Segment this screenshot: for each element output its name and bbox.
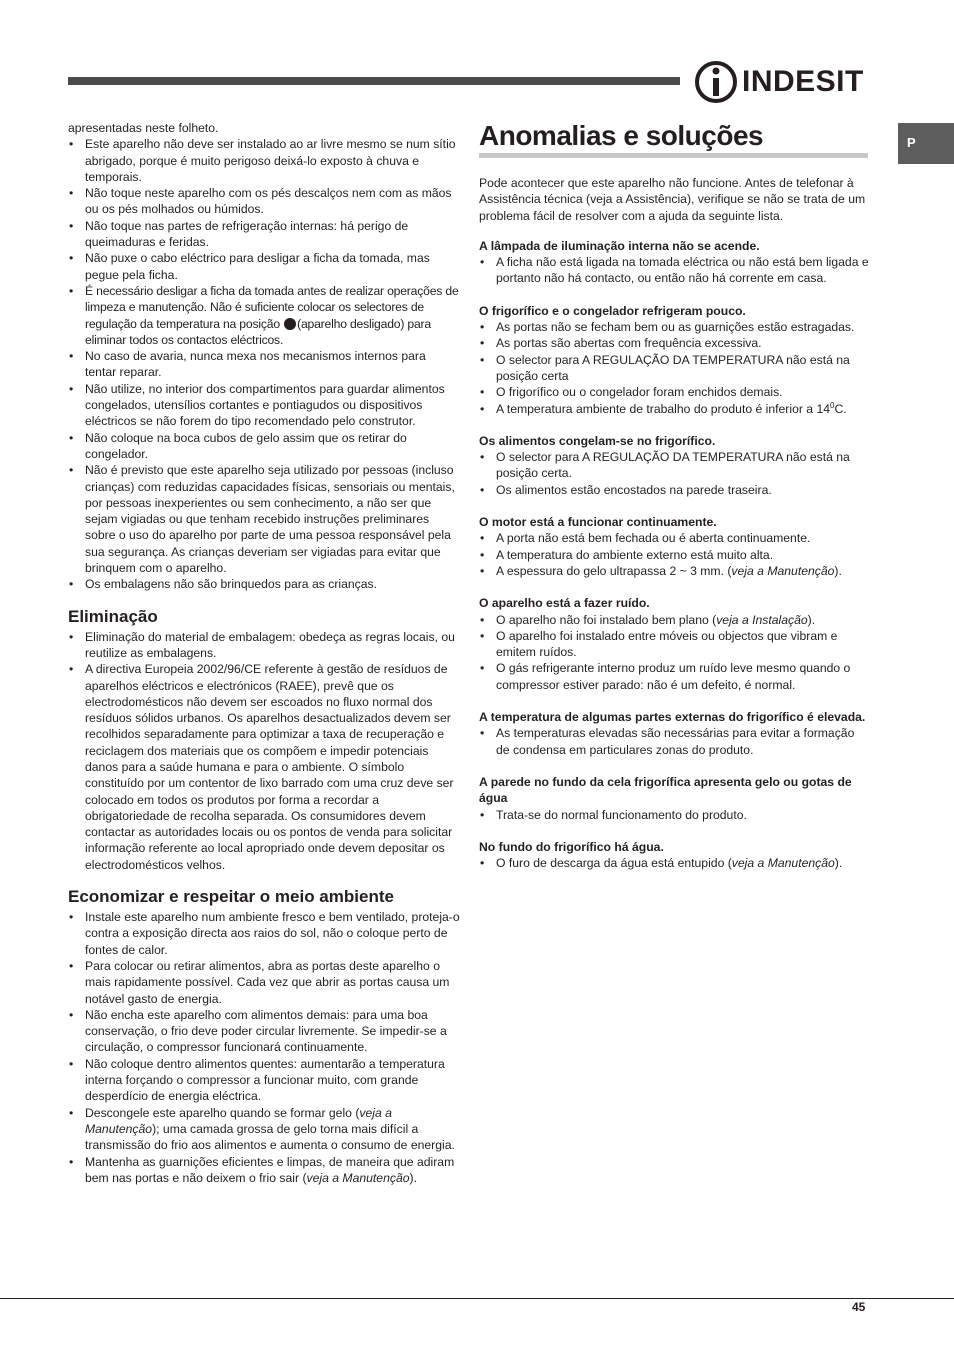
- list-item: [479, 612, 871, 628]
- list-item: • Instale este aparelho num ambiente fresco e bem ventilado, proteja-o contra a exposição directa aos raios do sol, não o coloque perto de fontes de calor.: [68, 909, 460, 958]
- problem-heading: O frigorífico e o congelador refrigeram pouco.: [479, 303, 746, 318]
- list-item: [479, 855, 871, 871]
- list-item: • O frigorífico ou o congelador foram enchidos demais.: [479, 384, 871, 400]
- problem-group: [479, 774, 871, 823]
- reference-text: veja a Manutenção: [731, 856, 835, 871]
- list-item-text: A espessura do gelo ultrapassa 2 ~ 3 mm. (: [496, 563, 732, 578]
- problem-group: [479, 433, 871, 498]
- list-item: • Eliminação do material de embalagem: obedeça as regras locais, ou reutilize as embalagens.: [68, 629, 460, 662]
- list-item: • Não é previsto que este aparelho seja utilizado por pessoas (incluso crianças) com reduzidas capacidades físicas, sensoriais ou mentais, por pessoas inexperientes ou sem conhecimento, a não ser que sejam vigiadas ou que tenham recebido instruções preliminares sobre o uso do aparelho por parte de uma pessoa responsável pela sua segurança. As crianças deveriam ser vigiadas para evitar que brinquem com o aparelho.: [68, 462, 460, 576]
- list-item: • Não toque neste aparelho com os pés descalços nem com as mãos ou os pés molhados ou húmidos.: [68, 185, 460, 218]
- intro-paragraph: Pode acontecer que este aparelho não funcione. Antes de telefonar à Assistência técnica (veja a Assistência), verifique se não se trata de um problema fácil de resolver com a ajuda da seguinte lista.: [479, 176, 866, 223]
- problem-heading: No fundo do frigorífico há água.: [479, 839, 664, 854]
- section-heading-disposal: Eliminação: [68, 606, 158, 626]
- superscript: 0: [830, 400, 835, 410]
- solution-list: [479, 855, 871, 871]
- page-number: 45: [852, 1300, 866, 1314]
- reference-text: veja a Manutenção: [731, 563, 835, 578]
- problem-heading: Os alimentos congelam-se no frigorífico.: [479, 433, 716, 448]
- list-item: • A porta não está bem fechada ou é aberta continuamente.: [479, 530, 871, 546]
- reference-text: veja a Manutenção: [85, 1105, 392, 1136]
- list-item-text: ).: [834, 563, 842, 578]
- list-item: • Os embalagens não são brinquedos para as crianças.: [68, 576, 460, 592]
- list-item: • O gás refrigerante interno produz um ruído leve mesmo quando o compressor estiver parado: não é um defeito, é normal.: [479, 660, 871, 693]
- problem-heading: A parede no fundo da cela frigorífica apresenta gelo ou gotas de água: [479, 774, 852, 806]
- list-item: [479, 401, 871, 417]
- list-item-text: A temperatura ambiente de trabalho do produto é inferior a 14: [496, 401, 831, 416]
- list-item: • Não coloque dentro alimentos quentes: aumentarão a temperatura interna forçando o compressor a funcionar muito, com grande desperdício de energia eléctrica.: [68, 1056, 460, 1105]
- list-item: • Trata-se do normal funcionamento do produto.: [479, 807, 871, 823]
- problem-group: [479, 839, 871, 872]
- problem-group: [479, 238, 871, 287]
- list-item: • Não utilize, no interior dos compartimentos para guardar alimentos congelados, utensílios cortantes e pontiagudos ou dispositivos eléctricos se não forem do tipo recomendado pelo construtor.: [68, 381, 460, 430]
- solution-list: [479, 254, 871, 287]
- list-item: • Não encha este aparelho com alimentos demais: para uma boa conservação, o frio deve poder circular livremente. Se impedir-se a circulação, o compressor funcionará continuamente.: [68, 1007, 460, 1056]
- problem-group: [479, 595, 871, 693]
- continued-text: apresentadas neste folheto.: [68, 121, 219, 135]
- off-position-icon: [284, 318, 296, 330]
- solution-list: [479, 530, 871, 579]
- problem-heading: A lâmpada de iluminação interna não se acende.: [479, 238, 760, 253]
- language-tab: P: [898, 123, 954, 164]
- right-column: [479, 120, 871, 887]
- solution-list: [479, 612, 871, 693]
- list-item: [479, 563, 871, 579]
- problem-group: [479, 514, 871, 579]
- solution-list: [479, 449, 871, 498]
- list-item: • Não puxe o cabo eléctrico para desligar a ficha da tomada, mas pegue pela ficha.: [68, 250, 460, 283]
- list-item: • O selector para A REGULAÇÃO DA TEMPERATURA não está na posição certa: [479, 352, 871, 385]
- list-item: • As temperaturas elevadas são necessárias para evitar a formação de condensa em particulares zonas do produto.: [479, 725, 871, 758]
- problem-group: [479, 709, 871, 758]
- list-item: • A temperatura do ambiente externo está muito alta.: [479, 547, 871, 563]
- list-item-text: ).: [834, 856, 843, 871]
- page-title: Anomalias e soluções: [479, 120, 764, 151]
- solution-list: [479, 807, 871, 823]
- title-underline: [479, 153, 868, 158]
- list-item-text: O furo de descarga da água está entupido (: [496, 856, 732, 871]
- list-item-text: C.: [834, 401, 847, 416]
- problem-heading: O motor está a funcionar continuamente.: [479, 515, 717, 530]
- list-item-text: (aparelho desligado) para eliminar todos os contactos eléctricos.: [85, 316, 431, 347]
- list-item: • Não toque nas partes de refrigeração internas: há perigo de queimaduras e feridas.: [68, 218, 460, 251]
- footer-rule: [0, 1298, 954, 1299]
- section-heading-eco: Economizar e respeitar o meio ambiente: [68, 887, 394, 907]
- list-item-text: ).: [409, 1170, 417, 1185]
- list-item-text: ); uma camada grossa de gelo torna mais difícil a transmissão do frio aos alimentos e aumenta o consumo de energia.: [85, 1121, 455, 1153]
- list-item: • Não coloque na boca cubos de gelo assim que os retirar do congelador.: [68, 430, 460, 463]
- list-item: • Para colocar ou retirar alimentos, abra as portas deste aparelho o mais rapidamente possível. Cada vez que abrir as portas causa um notável gasto de energia.: [68, 958, 460, 1007]
- list-item-text: Descongele este aparelho quando se formar gelo (: [85, 1105, 360, 1120]
- list-item: • O selector para A REGULAÇÃO DA TEMPERATURA não está na posição certa.: [479, 449, 871, 482]
- list-item: [68, 1105, 460, 1154]
- list-item-text: É necessário desligar a ficha da tomada antes de realizar operações de limpeza e manutenção. Não é suficiente colocar os selectores de regulação da temperatura na posição: [85, 283, 459, 331]
- list-item-text: Mantenha as guarnições eficientes e limpas, de maneira que adiram bem nas portas e não deixem o frio sair (: [85, 1154, 455, 1185]
- list-item: [68, 1154, 460, 1187]
- problem-group: [479, 303, 871, 417]
- solution-list: [479, 725, 871, 758]
- solution-list: [479, 319, 871, 417]
- problem-heading: A temperatura de algumas partes externas do frigorífico é elevada.: [479, 710, 866, 725]
- list-item: • A ficha não está ligada na tomada eléctrica ou não está bem ligada e portanto não há contacto, ou então não há corrente em casa.: [479, 254, 871, 287]
- list-item: • No caso de avaria, nunca mexa nos mecanismos internos para tentar reparar.: [68, 348, 460, 381]
- list-item: [68, 283, 460, 348]
- problem-heading: O aparelho está a fazer ruído.: [479, 596, 650, 611]
- header-bar: [68, 77, 680, 85]
- safety-list: [68, 136, 460, 592]
- list-item: • As portas não se fecham bem ou as guarnições estão estragadas.: [479, 319, 871, 335]
- list-item-text: O aparelho não foi instalado bem plano (: [496, 612, 717, 627]
- indesit-logo-icon: [694, 58, 742, 106]
- list-item-text: ).: [807, 612, 816, 627]
- left-column: [68, 120, 460, 1186]
- list-item: • O aparelho foi instalado entre móveis ou objectos que vibram e emitem ruídos.: [479, 628, 871, 661]
- list-item: • A directiva Europeia 2002/96/CE referente à gestão de resíduos de aparelhos eléctricos e electrónicos (RAEE), prevê que os electrodomésticos não devem ser escoados no fluxo normal dos resíduos sólidos urbanos. Os aparelhos desactualizados devem ser recolhidos separadamente para optimizar a taxa de recuperação e reciclagem dos materiais que os compõem e impedir potenciais danos para a saúde humana e para o ambiente. O símbolo constituído por um contentor de lixo barrado com uma cruz deve ser colocado em todos os produtos por forma a recordar a obrigatoriedade de recolha separada. Os consumidores devem contactar as autoridades locais ou os pontos de venda para solicitar informação referente ao local apropriado onde devem depositar os electrodomésticos velhos.: [68, 661, 460, 873]
- reference-text: veja a Manutenção: [306, 1170, 410, 1185]
- list-item: • As portas são abertas com frequência excessiva.: [479, 335, 871, 351]
- disposal-list: [68, 629, 460, 873]
- brand-wordmark: INDESIT: [742, 65, 864, 98]
- eco-list: [68, 909, 460, 1186]
- list-item: • Os alimentos estão encostados na parede traseira.: [479, 482, 871, 498]
- brand-logo: [694, 58, 870, 106]
- list-item: • Este aparelho não deve ser instalado ao ar livre mesmo se num sítio abrigado, porque é muito perigoso deixá-lo exposto à chuva e temporais.: [68, 136, 460, 185]
- reference-text: veja a Instalação: [716, 612, 808, 627]
